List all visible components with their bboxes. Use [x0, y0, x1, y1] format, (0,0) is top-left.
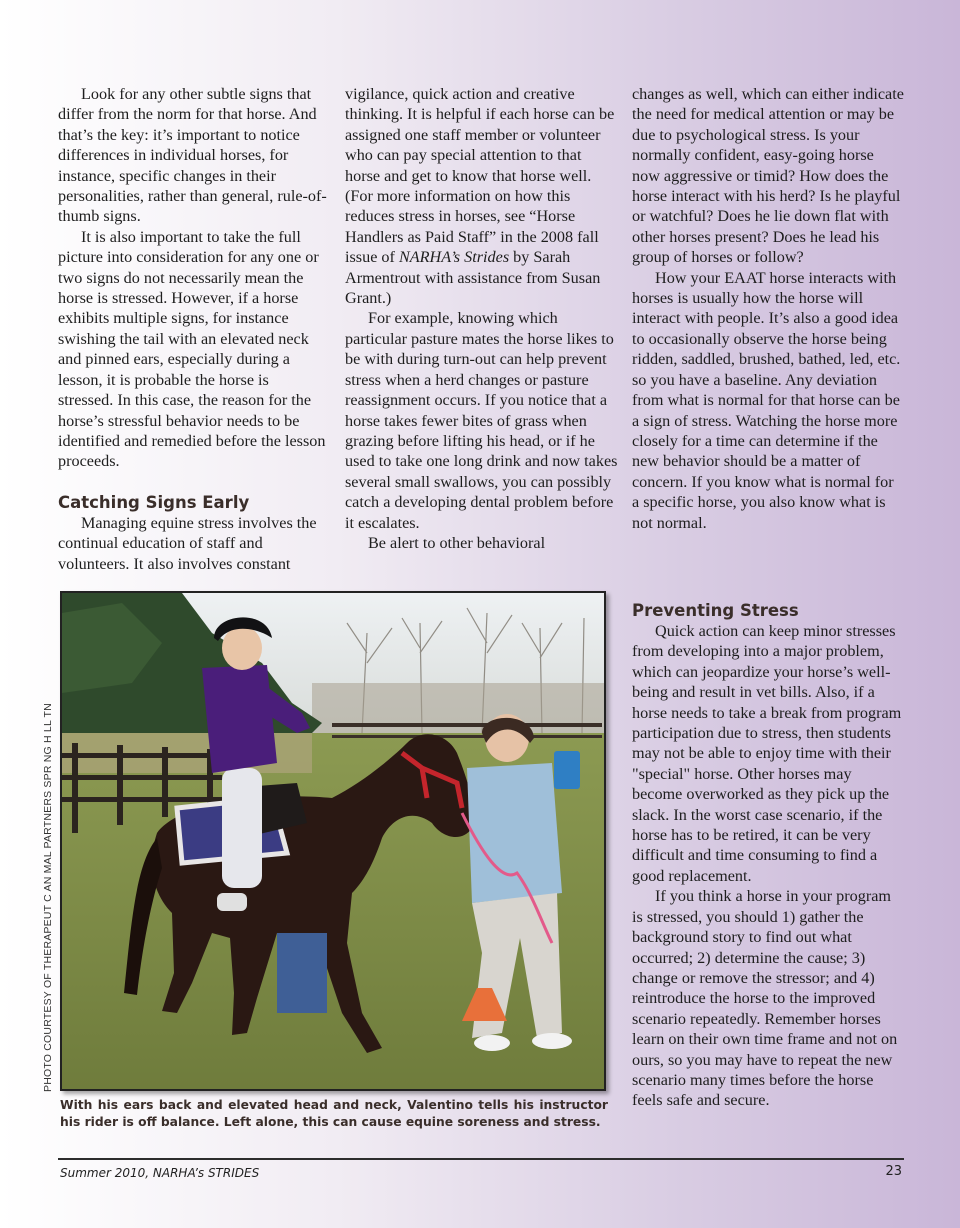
footer-publication: Summer 2010, NARHA’s STRIDES [60, 1166, 260, 1180]
horse-photo [60, 591, 606, 1091]
horse-riding-illustration [62, 593, 604, 1089]
paragraph: Managing equine stress involves the continual education of staff and volunteers. It also involves constant [58, 513, 317, 573]
section-heading-catching-signs: Catching Signs Early [58, 492, 250, 512]
paragraph: How your EAAT horse interacts with horses is usually how the horse will interact with people. It’s also a good idea to occasionally observe the horse being ridden, saddled, brushed, bathed, led, etc. so you have a baseline. Any deviation from what is normal for that horse can be a sign of stress. Watching the horse more closely for a time can determine if the new behavior should be a matter of concern. If you know what is normal for a specific horse, you also know what is not normal. [632, 268, 901, 532]
paragraph: Be alert to other behavioral [368, 533, 546, 552]
paragraph [345, 84, 619, 308]
paragraph: Look for any other subtle signs that differ from the norm for that horse. And that’s the key: it’s important to notice differences in individual horses, for instance, specific changes in their personalities, rather than general, rule-of-thumb signs. [58, 85, 327, 226]
column-3-lower [632, 600, 904, 1111]
text-run: by Sarah Armentrout with assistance from Susan Grant.) [345, 248, 601, 308]
paragraph: changes as well, which can either indicate the need for medical attention or may be due to psychological stress. Is your normally confident, easy-going horse now aggressive or timid? How does the horse interact with his herd? Is he playful or watchful? Does he lie down flat with other horses present? Does he lead his group of horses or follow? [632, 85, 904, 267]
column-3 [632, 84, 904, 533]
column-2 [345, 84, 619, 553]
magazine-title: NARHA’s Strides [398, 248, 510, 267]
paragraph: It is also important to take the full picture into consideration for any one or two signs do not necessarily mean the horse is stressed. However, if a horse exhibits multiple signs, for instance swishing the tail with an elevated neck and pinned ears, especially during a lesson, it is probable the horse is stressed. In this case, the reason for the horse’s stressful behavior needs to be identified and remedied before the lesson proceeds. [58, 227, 326, 471]
photo-caption: With his ears back and elevated head and neck, Valentino tells his instructor his rider is off balance. Left alone, this can cause equine soreness and stress. [60, 1098, 608, 1129]
page-number: 23 [885, 1164, 902, 1179]
photo-credit: PHOTO COURTESY OF THERAPEUT C AN MAL PARTNERS SPR NG H LL TN [42, 703, 54, 1092]
column-1 [58, 84, 328, 574]
paragraph: Quick action can keep minor stresses from developing into a major problem, which can jeopardize your horse’s well-being and result in vet bills. Also, if a horse needs to take a break from program participation due to stress, then students may not be able to enjoy time with their "special" horse. Other horses may become overworked as they pick up the slack. In the worst case scenario, if the horse has to be retired, it can be very difficult and time consuming to find a good replacement. [632, 622, 902, 885]
paragraph: For example, knowing which particular pasture mates the horse likes to be with during turn-out can help prevent stress when a herd changes or pasture reassignment occurs. If you notice that a horse takes fewer bites of grass when grazing before lifting his head, or if he used to take one long drink and now takes several small swallows, you can possibly catch a developing dental problem before it escalates. [345, 309, 618, 532]
text-run: vigilance, quick action and creative thinking. It is helpful if each horse can be assigned one staff member or volunteer who can pay special attention to that horse and get to know that horse well. (For more information on how this reduces stress in horses, see “Horse Handlers as Paid Staff” in the 2008 fall issue of [345, 85, 615, 267]
section-heading-preventing-stress: Preventing Stress [632, 601, 799, 620]
footer-rule [58, 1158, 904, 1160]
paragraph: If you think a horse in your program is stressed, you should 1) gather the background story to find out what occurred; 2) determine the cause; 3) change or remove the stressor; and 4) reintroduce the horse to the improved scenario repeatedly. Remember horses learn on their own time frame and not on ours, so you may have to repeat the new scenario many times before the horse feels safe and secure. [632, 887, 898, 1110]
